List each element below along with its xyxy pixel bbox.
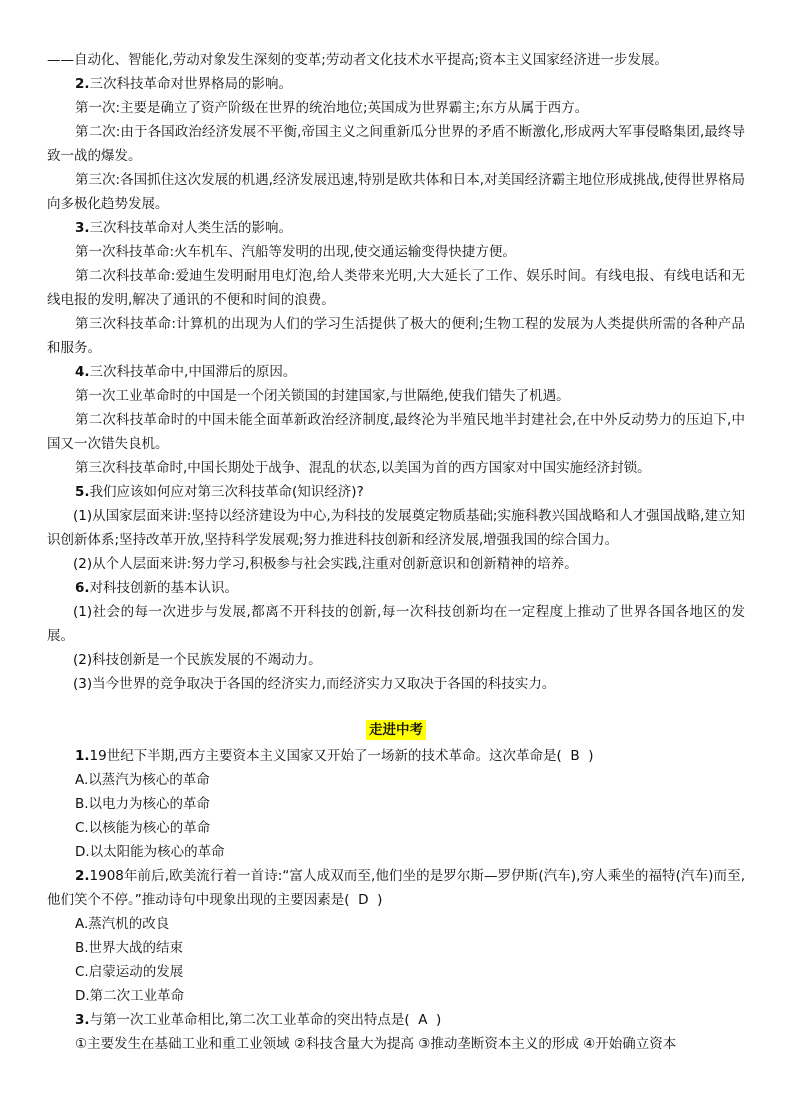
question-2-option-c: C.启蒙运动的发展 — [75, 964, 184, 980]
section-4-title: 4.三次科技革命中,中国滞后的原因。 — [75, 364, 297, 380]
section-3-p3: 第三次科技革命:计算机的出现为人们的学习生活提供了极大的便利;生物工程的发展为人类提供所需的各种产品和服务。 — [47, 316, 745, 356]
question-2-answer: D — [358, 892, 369, 908]
section-4-p1: 第一次工业革命时的中国是一个闭关锁国的封建国家,与世隔绝,使我们错失了机遇。 — [75, 388, 570, 404]
question-1-option-b: B.以电力为核心的革命 — [75, 796, 211, 812]
exam-heading: 走进中考 — [366, 720, 426, 740]
section-5-p1: (1)从国家层面来讲:坚持以经济建设为中心,为科技的发展奠定物质基础;实施科教兴国战略和人才强国战略,建立知识创新体系;坚持改革开放,坚持科学发展观;努力推进科技创新和经济发展,增强我国的综合国力。 — [47, 508, 745, 548]
question-2-stem: 2.1908年前后,欧美流行着一首诗:“富人成双而至,他们坐的是罗尔斯—罗伊斯(汽车),穷人乘坐的福特(汽车)而至,他们笑个不停。”推动诗句中现象出现的主要因素是( D ) — [47, 868, 745, 908]
question-3-options: ①主要发生在基础工业和重工业领域 ②科技含量大为提高 ③推动垄断资本主义的形成 ④开始确立资本 — [75, 1036, 677, 1052]
intro-line: ——自动化、智能化,劳动对象发生深刻的变革;劳动者文化技术水平提高;资本主义国家经济进一步发展。 — [47, 52, 668, 68]
question-3-stem: 3.与第一次工业革命相比,第二次工业革命的突出特点是( A ) — [75, 1012, 442, 1028]
section-2-p1: 第一次:主要是确立了资产阶级在世界的统治地位;英国成为世界霸主;东方从属于西方。 — [75, 100, 589, 116]
question-3-answer: A — [418, 1012, 428, 1028]
section-3-title: 3.三次科技革命对人类生活的影响。 — [75, 220, 293, 236]
section-5-p2: (2)从个人层面来讲:努力学习,积极参与社会实践,注重对创新意识和创新精神的培养。 — [73, 556, 578, 572]
section-3-p1: 第一次科技革命:火车机车、汽船等发明的出现,使交通运输变得快捷方便。 — [75, 244, 516, 260]
section-6-p1: (1)社会的每一次进步与发展,都离不开科技的创新,每一次科技创新均在一定程度上推动了世界各国各地区的发展。 — [47, 604, 745, 644]
section-4-p3: 第三次科技革命时,中国长期处于战争、混乱的状态,以美国为首的西方国家对中国实施经济封锁。 — [75, 460, 651, 476]
section-2-p3: 第三次:各国抓住这次发展的机遇,经济发展迅速,特别是欧共体和日本,对美国经济霸主地位形成挑战,使得世界格局向多极化趋势发展。 — [47, 172, 745, 212]
question-1-answer: B — [570, 748, 580, 764]
exam-heading-row — [47, 718, 745, 742]
question-1-option-d: D.以太阳能为核心的革命 — [75, 844, 225, 860]
section-5-title: 5.我们应该如何应对第三次科技革命(知识经济)? — [75, 484, 364, 500]
section-3-p2: 第二次科技革命:爱迪生发明耐用电灯泡,给人类带来光明,大大延长了工作、娱乐时间。有线电报、有线电话和无线电报的发明,解决了通讯的不便和时间的浪费。 — [47, 268, 745, 308]
section-2-title: 2.三次科技革命对世界格局的影响。 — [75, 76, 293, 92]
section-6-p3: (3)当今世界的竞争取决于各国的经济实力,而经济实力又取决于各国的科技实力。 — [73, 676, 556, 692]
section-2-p2: 第二次:由于各国政治经济发展不平衡,帝国主义之间重新瓜分世界的矛盾不断激化,形成两大军事侵略集团,最终导致一战的爆发。 — [47, 124, 745, 164]
question-1-option-c: C.以核能为核心的革命 — [75, 820, 211, 836]
section-6-p2: (2)科技创新是一个民族发展的不竭动力。 — [73, 652, 322, 668]
question-2-option-a: A.蒸汽机的改良 — [75, 916, 170, 932]
question-1-option-a: A.以蒸汽为核心的革命 — [75, 772, 210, 788]
document-content — [47, 48, 745, 1056]
question-1-stem: 1.19世纪下半期,西方主要资本主义国家又开始了一场新的技术革命。这次革命是( B ) — [75, 748, 594, 764]
question-2-option-b: B.世界大战的结束 — [75, 940, 184, 956]
section-6-title: 6.对科技创新的基本认识。 — [75, 580, 239, 596]
section-4-p2: 第二次科技革命时的中国未能全面革新政治经济制度,最终沦为半殖民地半封建社会,在中外反动势力的压迫下,中国又一次错失良机。 — [47, 412, 745, 452]
question-2-option-d: D.第二次工业革命 — [75, 988, 185, 1004]
